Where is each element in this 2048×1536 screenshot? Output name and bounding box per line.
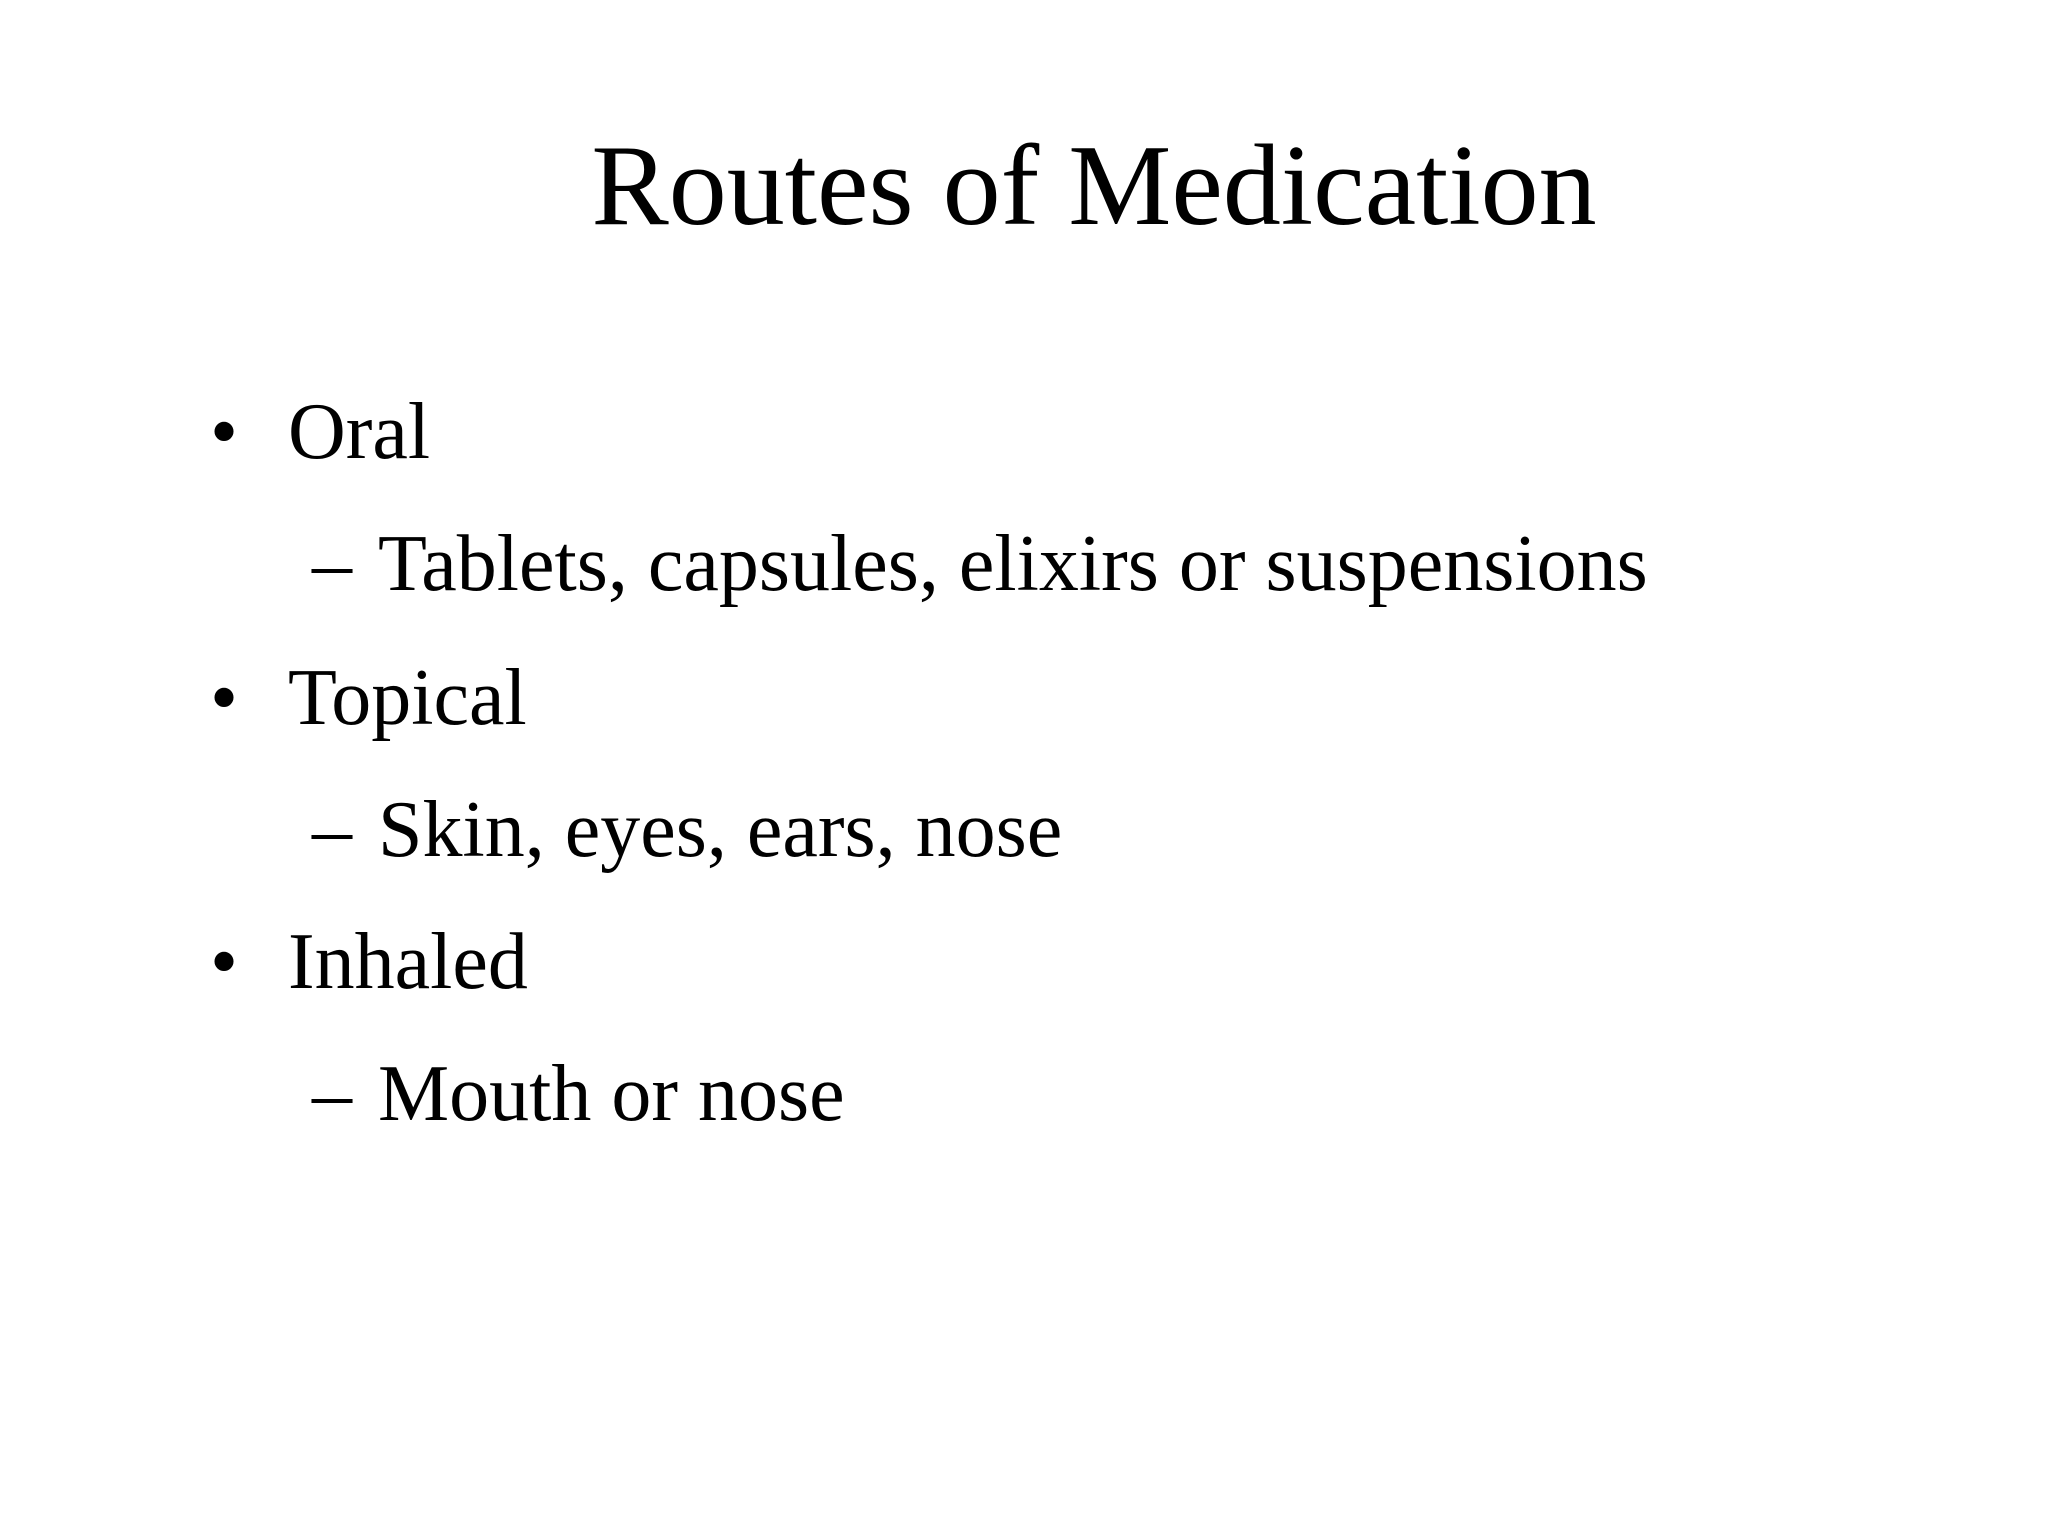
- list-item-text: Oral: [288, 388, 431, 476]
- list-item-text: Topical: [288, 654, 527, 742]
- sub-list-item: [312, 1050, 845, 1138]
- dash-marker: –: [312, 1050, 352, 1138]
- sub-list-item: [312, 786, 1063, 874]
- list-item: [210, 918, 528, 1006]
- bullet-marker: •: [210, 388, 239, 476]
- list-item: [210, 654, 527, 742]
- sub-list-item-text: Skin, eyes, ears, nose: [378, 786, 1063, 874]
- list-item: [210, 388, 431, 476]
- slide-title: Routes of Medication: [591, 122, 1597, 250]
- bullet-marker: •: [210, 654, 239, 742]
- sub-list-item-text: Mouth or nose: [378, 1050, 845, 1138]
- dash-marker: –: [312, 786, 352, 874]
- bullet-marker: •: [210, 918, 239, 1006]
- sub-list-item-text: Tablets, capsules, elixirs or suspensions: [378, 520, 1648, 608]
- sub-list-item: [312, 520, 1648, 608]
- list-item-text: Inhaled: [288, 918, 528, 1006]
- dash-marker: –: [312, 520, 352, 608]
